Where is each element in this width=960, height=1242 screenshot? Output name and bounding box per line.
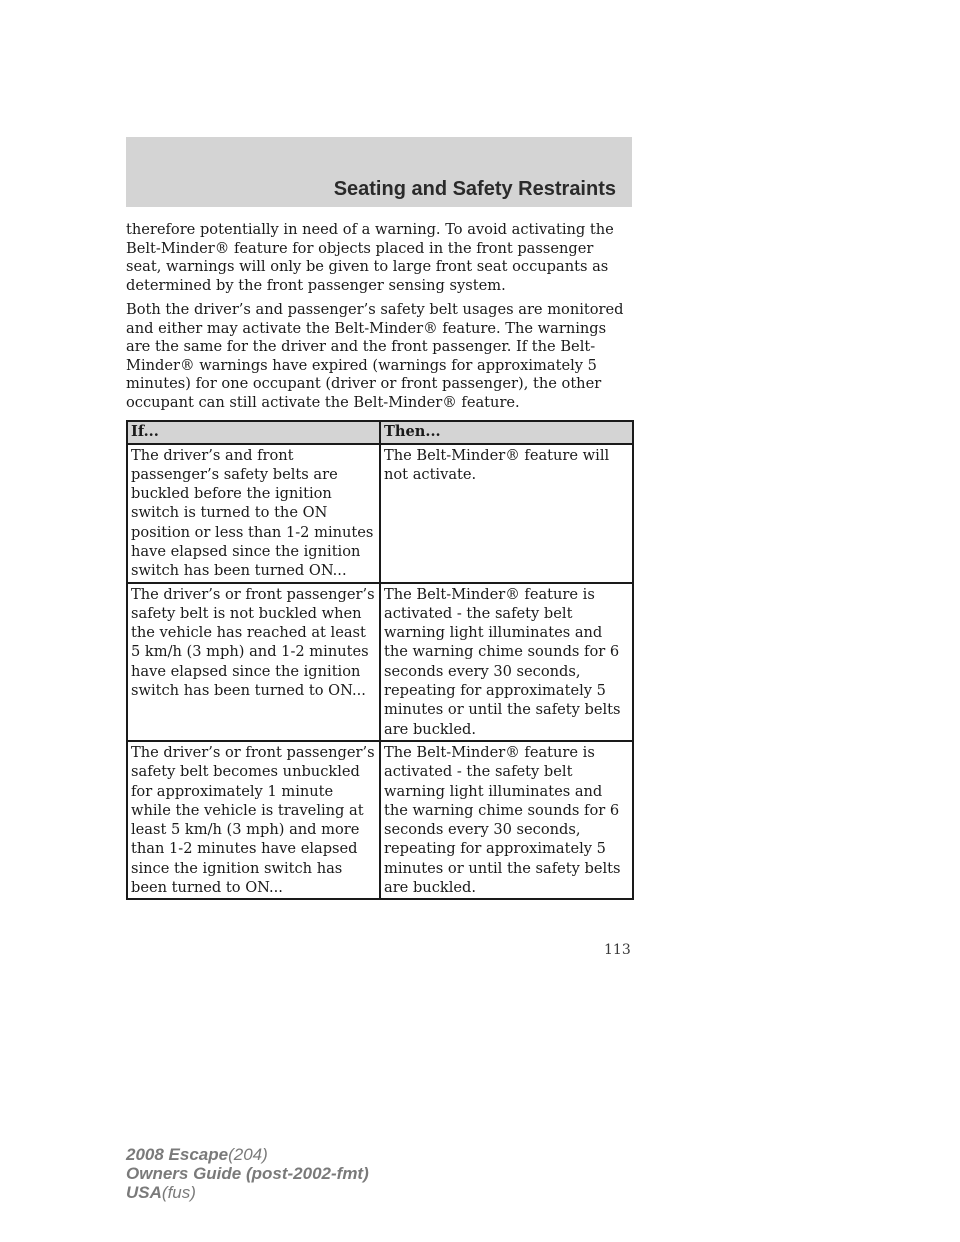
- document-footer: [126, 1145, 369, 1202]
- table-row: [127, 583, 633, 741]
- table-row: [127, 444, 633, 583]
- column-header-if: If...: [127, 421, 380, 444]
- table-cell-if: The driver’s or front passenger’s safety belt becomes unbuckled for approximately 1 minute while the vehicle is traveling at least 5 km/h (3 mph) and more than 1-2 minutes have elapsed since the ignition switch has been turned to ON...: [127, 741, 380, 899]
- body-paragraph-1: therefore potentially in need of a warning. To avoid activating the Belt-Minder® feature for objects placed in the front passenger seat, warnings will only be given to large front seat occupants as determined by the front passenger sensing system.: [126, 221, 614, 294]
- page-number: 113: [604, 942, 631, 958]
- table-cell-then: The Belt-Minder® feature will not activate.: [380, 444, 633, 583]
- column-header-then: Then...: [380, 421, 633, 444]
- table-header-row: [127, 421, 633, 444]
- section-title: Seating and Safety Restraints: [333, 178, 616, 200]
- table-cell-then: The Belt-Minder® feature is activated - the safety belt warning light illuminates and the warning chime sounds for 6 seconds every 30 seconds, repeating for approximately 5 minutes or until the safety belts are buckled.: [380, 741, 633, 899]
- table-cell-if: The driver’s and front passenger’s safety belts are buckled before the ignition switch is turned to the ON position or less than 1-2 minutes have elapsed since the ignition switch has been turned ON...: [127, 444, 380, 583]
- table-cell-then: The Belt-Minder® feature is activated - the safety belt warning light illuminates and the warning chime sounds for 6 seconds every 30 seconds, repeating for approximately 5 minutes or until the safety belts are buckled.: [380, 583, 633, 741]
- footer-line-3: [126, 1183, 369, 1202]
- footer-model: 2008 Escape: [126, 1145, 229, 1164]
- footer-line-2: [126, 1164, 369, 1183]
- footer-market: USA: [126, 1183, 162, 1202]
- page-content: [126, 221, 632, 900]
- table-cell-if: The driver’s or front passenger’s safety belt is not buckled when the vehicle has reached at least 5 km/h (3 mph) and 1-2 minutes have elapsed since the ignition switch has been turned to ON...: [127, 583, 380, 741]
- footer-market-code: (fus): [161, 1183, 196, 1202]
- footer-guide: Owners Guide (post-2002-fmt): [126, 1164, 369, 1183]
- belt-minder-table: [126, 420, 634, 900]
- footer-line-1: [126, 1145, 369, 1164]
- body-paragraph-2: Both the driver’s and passenger’s safety belt usages are monitored and either may activate the Belt-Minder® feature. The warnings are the same for the driver and the front passenger. If the Belt-Minder® warnings have expired (warnings for approximately 5 minutes) for one occupant (driver or front passenger), the other occupant can still activate the Belt-Minder® feature.: [126, 301, 624, 411]
- section-header-band: [126, 137, 632, 207]
- footer-model-code: (204): [228, 1145, 268, 1164]
- table-row: [127, 741, 633, 899]
